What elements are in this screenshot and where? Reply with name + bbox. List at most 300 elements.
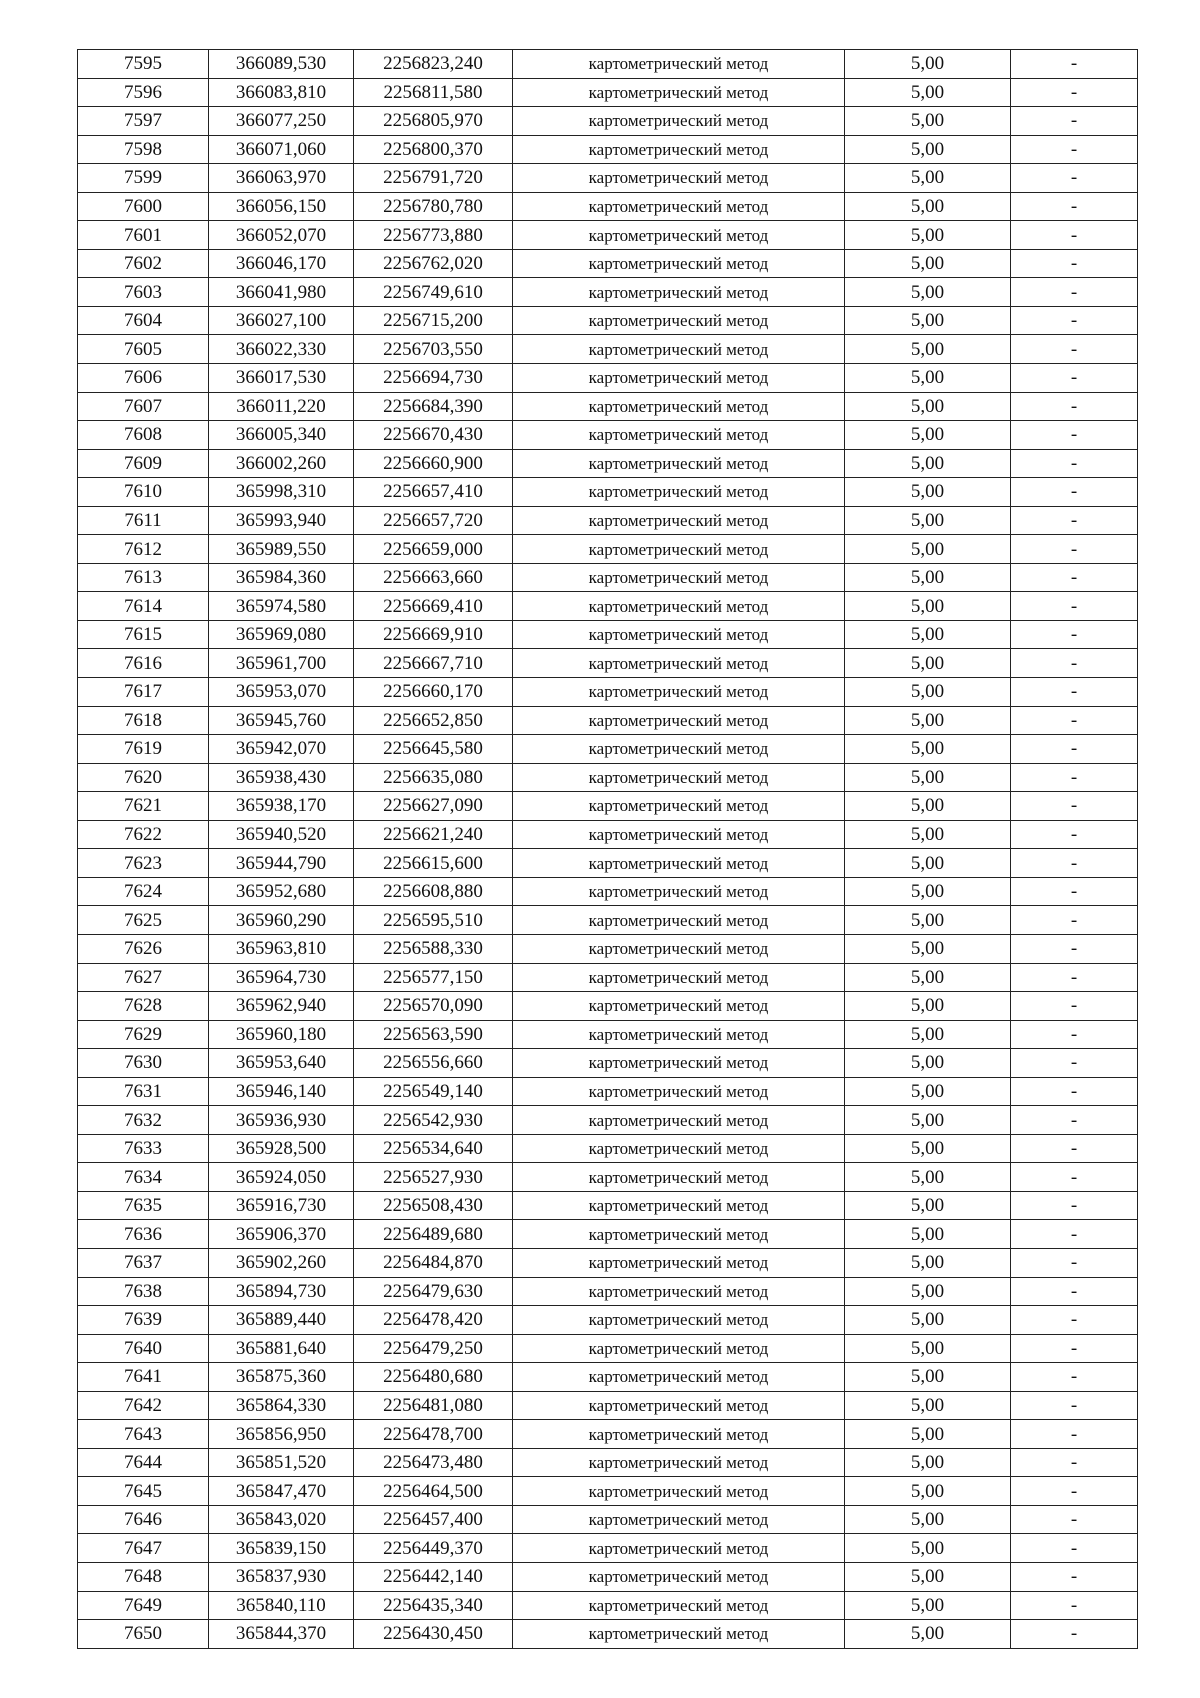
x-coordinate-cell: 365847,470 bbox=[209, 1477, 354, 1506]
precision-cell: 5,00 bbox=[845, 278, 1011, 307]
method-cell: картометрический метод bbox=[513, 506, 845, 535]
x-coordinate-cell: 366083,810 bbox=[209, 78, 354, 107]
table-row bbox=[78, 1191, 1138, 1220]
note-cell: - bbox=[1011, 135, 1138, 164]
point-number-cell: 7597 bbox=[78, 107, 209, 136]
y-coordinate-cell: 2256635,080 bbox=[354, 763, 513, 792]
y-coordinate-cell: 2256479,250 bbox=[354, 1334, 513, 1363]
point-number-cell: 7650 bbox=[78, 1620, 209, 1649]
note-cell: - bbox=[1011, 50, 1138, 79]
y-coordinate-cell: 2256542,930 bbox=[354, 1106, 513, 1135]
point-number-cell: 7638 bbox=[78, 1277, 209, 1306]
point-number-cell: 7619 bbox=[78, 735, 209, 764]
x-coordinate-cell: 365856,950 bbox=[209, 1420, 354, 1449]
note-cell: - bbox=[1011, 421, 1138, 450]
x-coordinate-cell: 365936,930 bbox=[209, 1106, 354, 1135]
note-cell: - bbox=[1011, 1134, 1138, 1163]
method-cell: картометрический метод bbox=[513, 820, 845, 849]
note-cell: - bbox=[1011, 763, 1138, 792]
note-cell: - bbox=[1011, 278, 1138, 307]
table-row bbox=[78, 1620, 1138, 1649]
point-number-cell: 7641 bbox=[78, 1363, 209, 1392]
method-cell: картометрический метод bbox=[513, 934, 845, 963]
table-row bbox=[78, 1391, 1138, 1420]
x-coordinate-cell: 366077,250 bbox=[209, 107, 354, 136]
note-cell: - bbox=[1011, 535, 1138, 564]
method-cell: картометрический метод bbox=[513, 164, 845, 193]
x-coordinate-cell: 365881,640 bbox=[209, 1334, 354, 1363]
precision-cell: 5,00 bbox=[845, 449, 1011, 478]
x-coordinate-cell: 366027,100 bbox=[209, 306, 354, 335]
precision-cell: 5,00 bbox=[845, 506, 1011, 535]
y-coordinate-cell: 2256669,910 bbox=[354, 620, 513, 649]
point-number-cell: 7633 bbox=[78, 1134, 209, 1163]
precision-cell: 5,00 bbox=[845, 735, 1011, 764]
precision-cell: 5,00 bbox=[845, 1163, 1011, 1192]
precision-cell: 5,00 bbox=[845, 1306, 1011, 1335]
point-number-cell: 7626 bbox=[78, 934, 209, 963]
x-coordinate-cell: 365889,440 bbox=[209, 1306, 354, 1335]
table-row bbox=[78, 1334, 1138, 1363]
y-coordinate-cell: 2256791,720 bbox=[354, 164, 513, 193]
point-number-cell: 7644 bbox=[78, 1448, 209, 1477]
point-number-cell: 7649 bbox=[78, 1591, 209, 1620]
method-cell: картометрический метод bbox=[513, 1077, 845, 1106]
method-cell: картометрический метод bbox=[513, 1106, 845, 1135]
point-number-cell: 7610 bbox=[78, 478, 209, 507]
precision-cell: 5,00 bbox=[845, 1620, 1011, 1649]
note-cell: - bbox=[1011, 992, 1138, 1021]
x-coordinate-cell: 366071,060 bbox=[209, 135, 354, 164]
x-coordinate-cell: 365894,730 bbox=[209, 1277, 354, 1306]
y-coordinate-cell: 2256663,660 bbox=[354, 563, 513, 592]
method-cell: картометрический метод bbox=[513, 1391, 845, 1420]
y-coordinate-cell: 2256489,680 bbox=[354, 1220, 513, 1249]
precision-cell: 5,00 bbox=[845, 820, 1011, 849]
note-cell: - bbox=[1011, 506, 1138, 535]
table-row bbox=[78, 1420, 1138, 1449]
method-cell: картометрический метод bbox=[513, 135, 845, 164]
precision-cell: 5,00 bbox=[845, 1477, 1011, 1506]
table-row bbox=[78, 849, 1138, 878]
y-coordinate-cell: 2256464,500 bbox=[354, 1477, 513, 1506]
x-coordinate-cell: 365989,550 bbox=[209, 535, 354, 564]
note-cell: - bbox=[1011, 1220, 1138, 1249]
y-coordinate-cell: 2256442,140 bbox=[354, 1562, 513, 1591]
note-cell: - bbox=[1011, 192, 1138, 221]
x-coordinate-cell: 365851,520 bbox=[209, 1448, 354, 1477]
note-cell: - bbox=[1011, 1420, 1138, 1449]
point-number-cell: 7595 bbox=[78, 50, 209, 79]
table-row bbox=[78, 1020, 1138, 1049]
table-row bbox=[78, 164, 1138, 193]
note-cell: - bbox=[1011, 1562, 1138, 1591]
x-coordinate-cell: 365944,790 bbox=[209, 849, 354, 878]
note-cell: - bbox=[1011, 820, 1138, 849]
method-cell: картометрический метод bbox=[513, 877, 845, 906]
note-cell: - bbox=[1011, 1049, 1138, 1078]
x-coordinate-cell: 365875,360 bbox=[209, 1363, 354, 1392]
note-cell: - bbox=[1011, 592, 1138, 621]
precision-cell: 5,00 bbox=[845, 592, 1011, 621]
x-coordinate-cell: 365960,180 bbox=[209, 1020, 354, 1049]
note-cell: - bbox=[1011, 934, 1138, 963]
precision-cell: 5,00 bbox=[845, 1077, 1011, 1106]
precision-cell: 5,00 bbox=[845, 849, 1011, 878]
precision-cell: 5,00 bbox=[845, 763, 1011, 792]
note-cell: - bbox=[1011, 249, 1138, 278]
y-coordinate-cell: 2256435,340 bbox=[354, 1591, 513, 1620]
x-coordinate-cell: 365837,930 bbox=[209, 1562, 354, 1591]
y-coordinate-cell: 2256570,090 bbox=[354, 992, 513, 1021]
x-coordinate-cell: 366011,220 bbox=[209, 392, 354, 421]
note-cell: - bbox=[1011, 877, 1138, 906]
method-cell: картометрический метод bbox=[513, 50, 845, 79]
y-coordinate-cell: 2256703,550 bbox=[354, 335, 513, 364]
x-coordinate-cell: 365963,810 bbox=[209, 934, 354, 963]
method-cell: картометрический метод bbox=[513, 906, 845, 935]
y-coordinate-cell: 2256479,630 bbox=[354, 1277, 513, 1306]
precision-cell: 5,00 bbox=[845, 877, 1011, 906]
precision-cell: 5,00 bbox=[845, 934, 1011, 963]
table-row bbox=[78, 1505, 1138, 1534]
note-cell: - bbox=[1011, 792, 1138, 821]
table-row bbox=[78, 1163, 1138, 1192]
x-coordinate-cell: 365993,940 bbox=[209, 506, 354, 535]
table-row bbox=[78, 392, 1138, 421]
note-cell: - bbox=[1011, 1363, 1138, 1392]
y-coordinate-cell: 2256508,430 bbox=[354, 1191, 513, 1220]
note-cell: - bbox=[1011, 1277, 1138, 1306]
table-row bbox=[78, 1562, 1138, 1591]
method-cell: картометрический метод bbox=[513, 478, 845, 507]
x-coordinate-cell: 366022,330 bbox=[209, 335, 354, 364]
table-row bbox=[78, 506, 1138, 535]
note-cell: - bbox=[1011, 563, 1138, 592]
table-row bbox=[78, 1049, 1138, 1078]
note-cell: - bbox=[1011, 1163, 1138, 1192]
y-coordinate-cell: 2256800,370 bbox=[354, 135, 513, 164]
precision-cell: 5,00 bbox=[845, 906, 1011, 935]
note-cell: - bbox=[1011, 449, 1138, 478]
method-cell: картометрический метод bbox=[513, 1477, 845, 1506]
precision-cell: 5,00 bbox=[845, 678, 1011, 707]
y-coordinate-cell: 2256478,420 bbox=[354, 1306, 513, 1335]
precision-cell: 5,00 bbox=[845, 963, 1011, 992]
table-row bbox=[78, 1363, 1138, 1392]
note-cell: - bbox=[1011, 649, 1138, 678]
point-number-cell: 7613 bbox=[78, 563, 209, 592]
method-cell: картометрический метод bbox=[513, 1591, 845, 1620]
x-coordinate-cell: 365961,700 bbox=[209, 649, 354, 678]
table-row bbox=[78, 335, 1138, 364]
table-row bbox=[78, 735, 1138, 764]
point-number-cell: 7620 bbox=[78, 763, 209, 792]
method-cell: картометрический метод bbox=[513, 963, 845, 992]
y-coordinate-cell: 2256457,400 bbox=[354, 1505, 513, 1534]
method-cell: картометрический метод bbox=[513, 1220, 845, 1249]
method-cell: картометрический метод bbox=[513, 78, 845, 107]
note-cell: - bbox=[1011, 1077, 1138, 1106]
table-row bbox=[78, 992, 1138, 1021]
y-coordinate-cell: 2256773,880 bbox=[354, 221, 513, 250]
y-coordinate-cell: 2256652,850 bbox=[354, 706, 513, 735]
y-coordinate-cell: 2256659,000 bbox=[354, 535, 513, 564]
y-coordinate-cell: 2256549,140 bbox=[354, 1077, 513, 1106]
x-coordinate-cell: 366052,070 bbox=[209, 221, 354, 250]
point-number-cell: 7602 bbox=[78, 249, 209, 278]
method-cell: картометрический метод bbox=[513, 1049, 845, 1078]
point-number-cell: 7624 bbox=[78, 877, 209, 906]
note-cell: - bbox=[1011, 735, 1138, 764]
point-number-cell: 7615 bbox=[78, 620, 209, 649]
note-cell: - bbox=[1011, 620, 1138, 649]
table-row bbox=[78, 934, 1138, 963]
method-cell: картометрический метод bbox=[513, 592, 845, 621]
table-row bbox=[78, 877, 1138, 906]
y-coordinate-cell: 2256527,930 bbox=[354, 1163, 513, 1192]
y-coordinate-cell: 2256657,720 bbox=[354, 506, 513, 535]
x-coordinate-cell: 365864,330 bbox=[209, 1391, 354, 1420]
point-number-cell: 7601 bbox=[78, 221, 209, 250]
note-cell: - bbox=[1011, 1334, 1138, 1363]
method-cell: картометрический метод bbox=[513, 620, 845, 649]
note-cell: - bbox=[1011, 1191, 1138, 1220]
table-row bbox=[78, 1106, 1138, 1135]
note-cell: - bbox=[1011, 1505, 1138, 1534]
x-coordinate-cell: 366005,340 bbox=[209, 421, 354, 450]
y-coordinate-cell: 2256762,020 bbox=[354, 249, 513, 278]
table-row bbox=[78, 364, 1138, 393]
note-cell: - bbox=[1011, 478, 1138, 507]
note-cell: - bbox=[1011, 963, 1138, 992]
precision-cell: 5,00 bbox=[845, 563, 1011, 592]
precision-cell: 5,00 bbox=[845, 1134, 1011, 1163]
method-cell: картометрический метод bbox=[513, 1505, 845, 1534]
table-row bbox=[78, 706, 1138, 735]
table-row bbox=[78, 592, 1138, 621]
coordinates-table bbox=[77, 49, 1138, 1649]
table-row bbox=[78, 963, 1138, 992]
y-coordinate-cell: 2256621,240 bbox=[354, 820, 513, 849]
precision-cell: 5,00 bbox=[845, 1220, 1011, 1249]
point-number-cell: 7623 bbox=[78, 849, 209, 878]
method-cell: картометрический метод bbox=[513, 1306, 845, 1335]
precision-cell: 5,00 bbox=[845, 135, 1011, 164]
precision-cell: 5,00 bbox=[845, 792, 1011, 821]
precision-cell: 5,00 bbox=[845, 1562, 1011, 1591]
table-row bbox=[78, 906, 1138, 935]
point-number-cell: 7600 bbox=[78, 192, 209, 221]
y-coordinate-cell: 2256608,880 bbox=[354, 877, 513, 906]
table-row bbox=[78, 1591, 1138, 1620]
table-row bbox=[78, 192, 1138, 221]
point-number-cell: 7608 bbox=[78, 421, 209, 450]
point-number-cell: 7635 bbox=[78, 1191, 209, 1220]
point-number-cell: 7634 bbox=[78, 1163, 209, 1192]
table-row bbox=[78, 1077, 1138, 1106]
y-coordinate-cell: 2256588,330 bbox=[354, 934, 513, 963]
point-number-cell: 7598 bbox=[78, 135, 209, 164]
y-coordinate-cell: 2256780,780 bbox=[354, 192, 513, 221]
precision-cell: 5,00 bbox=[845, 1448, 1011, 1477]
note-cell: - bbox=[1011, 335, 1138, 364]
point-number-cell: 7603 bbox=[78, 278, 209, 307]
method-cell: картометрический метод bbox=[513, 535, 845, 564]
precision-cell: 5,00 bbox=[845, 1334, 1011, 1363]
point-number-cell: 7642 bbox=[78, 1391, 209, 1420]
point-number-cell: 7632 bbox=[78, 1106, 209, 1135]
y-coordinate-cell: 2256481,080 bbox=[354, 1391, 513, 1420]
method-cell: картометрический метод bbox=[513, 1334, 845, 1363]
x-coordinate-cell: 365945,760 bbox=[209, 706, 354, 735]
x-coordinate-cell: 365928,500 bbox=[209, 1134, 354, 1163]
table-row bbox=[78, 1134, 1138, 1163]
y-coordinate-cell: 2256556,660 bbox=[354, 1049, 513, 1078]
point-number-cell: 7647 bbox=[78, 1534, 209, 1563]
precision-cell: 5,00 bbox=[845, 392, 1011, 421]
y-coordinate-cell: 2256480,680 bbox=[354, 1363, 513, 1392]
note-cell: - bbox=[1011, 164, 1138, 193]
y-coordinate-cell: 2256660,900 bbox=[354, 449, 513, 478]
x-coordinate-cell: 366002,260 bbox=[209, 449, 354, 478]
x-coordinate-cell: 365938,170 bbox=[209, 792, 354, 821]
x-coordinate-cell: 365916,730 bbox=[209, 1191, 354, 1220]
point-number-cell: 7614 bbox=[78, 592, 209, 621]
x-coordinate-cell: 366056,150 bbox=[209, 192, 354, 221]
point-number-cell: 7606 bbox=[78, 364, 209, 393]
table-row bbox=[78, 107, 1138, 136]
point-number-cell: 7643 bbox=[78, 1420, 209, 1449]
method-cell: картометрический метод bbox=[513, 392, 845, 421]
y-coordinate-cell: 2256670,430 bbox=[354, 421, 513, 450]
note-cell: - bbox=[1011, 392, 1138, 421]
method-cell: картометрический метод bbox=[513, 1248, 845, 1277]
note-cell: - bbox=[1011, 306, 1138, 335]
note-cell: - bbox=[1011, 1391, 1138, 1420]
point-number-cell: 7630 bbox=[78, 1049, 209, 1078]
y-coordinate-cell: 2256684,390 bbox=[354, 392, 513, 421]
y-coordinate-cell: 2256667,710 bbox=[354, 649, 513, 678]
point-number-cell: 7599 bbox=[78, 164, 209, 193]
x-coordinate-cell: 365984,360 bbox=[209, 563, 354, 592]
method-cell: картометрический метод bbox=[513, 1562, 845, 1591]
point-number-cell: 7607 bbox=[78, 392, 209, 421]
note-cell: - bbox=[1011, 221, 1138, 250]
x-coordinate-cell: 365840,110 bbox=[209, 1591, 354, 1620]
note-cell: - bbox=[1011, 364, 1138, 393]
point-number-cell: 7604 bbox=[78, 306, 209, 335]
x-coordinate-cell: 365843,020 bbox=[209, 1505, 354, 1534]
method-cell: картометрический метод bbox=[513, 249, 845, 278]
y-coordinate-cell: 2256430,450 bbox=[354, 1620, 513, 1649]
note-cell: - bbox=[1011, 1020, 1138, 1049]
x-coordinate-cell: 366017,530 bbox=[209, 364, 354, 393]
x-coordinate-cell: 365924,050 bbox=[209, 1163, 354, 1192]
method-cell: картометрический метод bbox=[513, 1534, 845, 1563]
y-coordinate-cell: 2256484,870 bbox=[354, 1248, 513, 1277]
precision-cell: 5,00 bbox=[845, 1020, 1011, 1049]
y-coordinate-cell: 2256823,240 bbox=[354, 50, 513, 79]
x-coordinate-cell: 365844,370 bbox=[209, 1620, 354, 1649]
precision-cell: 5,00 bbox=[845, 1505, 1011, 1534]
method-cell: картометрический метод bbox=[513, 421, 845, 450]
precision-cell: 5,00 bbox=[845, 1191, 1011, 1220]
table-row bbox=[78, 1477, 1138, 1506]
precision-cell: 5,00 bbox=[845, 221, 1011, 250]
table-row bbox=[78, 1306, 1138, 1335]
point-number-cell: 7627 bbox=[78, 963, 209, 992]
method-cell: картометрический метод bbox=[513, 1020, 845, 1049]
precision-cell: 5,00 bbox=[845, 164, 1011, 193]
point-number-cell: 7612 bbox=[78, 535, 209, 564]
table-row bbox=[78, 78, 1138, 107]
x-coordinate-cell: 366089,530 bbox=[209, 50, 354, 79]
method-cell: картометрический метод bbox=[513, 364, 845, 393]
y-coordinate-cell: 2256627,090 bbox=[354, 792, 513, 821]
method-cell: картометрический метод bbox=[513, 1620, 845, 1649]
precision-cell: 5,00 bbox=[845, 78, 1011, 107]
table-row bbox=[78, 50, 1138, 79]
x-coordinate-cell: 365906,370 bbox=[209, 1220, 354, 1249]
y-coordinate-cell: 2256534,640 bbox=[354, 1134, 513, 1163]
y-coordinate-cell: 2256449,370 bbox=[354, 1534, 513, 1563]
note-cell: - bbox=[1011, 706, 1138, 735]
table-row bbox=[78, 1277, 1138, 1306]
y-coordinate-cell: 2256478,700 bbox=[354, 1420, 513, 1449]
y-coordinate-cell: 2256577,150 bbox=[354, 963, 513, 992]
x-coordinate-cell: 365960,290 bbox=[209, 906, 354, 935]
x-coordinate-cell: 365998,310 bbox=[209, 478, 354, 507]
precision-cell: 5,00 bbox=[845, 1248, 1011, 1277]
table-row bbox=[78, 306, 1138, 335]
method-cell: картометрический метод bbox=[513, 449, 845, 478]
y-coordinate-cell: 2256595,510 bbox=[354, 906, 513, 935]
precision-cell: 5,00 bbox=[845, 1277, 1011, 1306]
precision-cell: 5,00 bbox=[845, 535, 1011, 564]
precision-cell: 5,00 bbox=[845, 620, 1011, 649]
table-row bbox=[78, 1220, 1138, 1249]
table-row bbox=[78, 678, 1138, 707]
point-number-cell: 7618 bbox=[78, 706, 209, 735]
precision-cell: 5,00 bbox=[845, 1049, 1011, 1078]
y-coordinate-cell: 2256660,170 bbox=[354, 678, 513, 707]
method-cell: картометрический метод bbox=[513, 706, 845, 735]
table-row bbox=[78, 1534, 1138, 1563]
precision-cell: 5,00 bbox=[845, 1534, 1011, 1563]
x-coordinate-cell: 365952,680 bbox=[209, 877, 354, 906]
method-cell: картометрический метод bbox=[513, 1277, 845, 1306]
method-cell: картометрический метод bbox=[513, 1163, 845, 1192]
method-cell: картометрический метод bbox=[513, 849, 845, 878]
note-cell: - bbox=[1011, 1448, 1138, 1477]
method-cell: картометрический метод bbox=[513, 306, 845, 335]
x-coordinate-cell: 365839,150 bbox=[209, 1534, 354, 1563]
x-coordinate-cell: 365953,070 bbox=[209, 678, 354, 707]
table-row bbox=[78, 620, 1138, 649]
method-cell: картометрический метод bbox=[513, 107, 845, 136]
point-number-cell: 7596 bbox=[78, 78, 209, 107]
point-number-cell: 7648 bbox=[78, 1562, 209, 1591]
x-coordinate-cell: 365953,640 bbox=[209, 1049, 354, 1078]
table-row bbox=[78, 421, 1138, 450]
note-cell: - bbox=[1011, 906, 1138, 935]
y-coordinate-cell: 2256811,580 bbox=[354, 78, 513, 107]
note-cell: - bbox=[1011, 1106, 1138, 1135]
method-cell: картометрический метод bbox=[513, 1448, 845, 1477]
point-number-cell: 7625 bbox=[78, 906, 209, 935]
x-coordinate-cell: 365946,140 bbox=[209, 1077, 354, 1106]
